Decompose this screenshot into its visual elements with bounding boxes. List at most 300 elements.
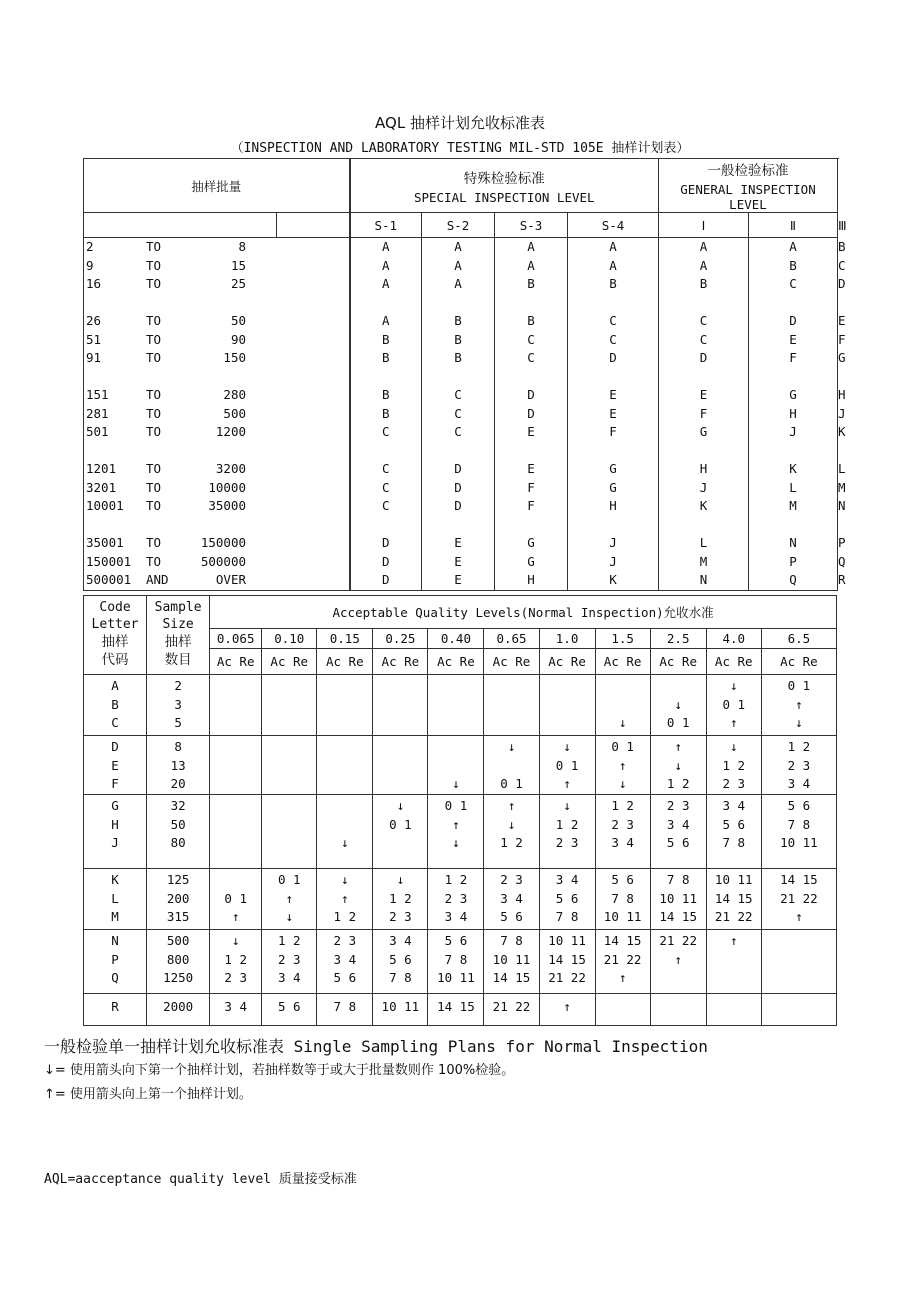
arrow-up-icon: ↑ bbox=[341, 890, 349, 906]
ac-re-value: 5 6 bbox=[722, 816, 746, 832]
code-letter: G bbox=[789, 387, 797, 402]
special-level-en: SPECIAL INSPECTION LEVEL bbox=[413, 189, 595, 205]
code-letter: B bbox=[789, 257, 797, 273]
ac-re-value: 5 6 bbox=[389, 951, 412, 967]
lot-range bbox=[84, 423, 349, 442]
code-letter: D bbox=[454, 461, 462, 476]
ac-re-value: 3 4 bbox=[611, 835, 634, 851]
level-blank-2 bbox=[277, 213, 350, 238]
aql-definition: AQL=aacceptance quality level 质量接受标准 bbox=[44, 1172, 357, 1187]
lot-to: TO bbox=[146, 424, 162, 439]
ac-re-header: Ac Re bbox=[595, 649, 650, 675]
code-letter-cell bbox=[84, 736, 147, 795]
acre-cell bbox=[373, 869, 428, 930]
lot-upto: 15 bbox=[230, 257, 246, 273]
sample-size: 5 bbox=[174, 715, 182, 731]
lot-upto: 90 bbox=[230, 331, 246, 347]
code-letter: C bbox=[527, 331, 535, 347]
arrow-down-icon: ↓ bbox=[452, 776, 460, 792]
code-letter: C bbox=[381, 461, 390, 476]
code-letter-header bbox=[84, 596, 147, 675]
ac-re-value: 14 15 bbox=[548, 951, 586, 967]
code-letter: D bbox=[381, 572, 390, 587]
ac-re-value: 2 3 bbox=[666, 798, 690, 814]
code-letter: M bbox=[789, 498, 797, 513]
lot-from: 500001 bbox=[86, 572, 132, 587]
lot-to: TO bbox=[146, 461, 162, 476]
ac-re-value: 21 22 bbox=[714, 909, 753, 925]
code-letter: C bbox=[454, 387, 462, 402]
aql-value-0.65: 0.65 bbox=[484, 629, 539, 649]
lot-size-header: 抽样批量 bbox=[84, 159, 350, 213]
code-letter: A bbox=[789, 239, 797, 254]
sample-size-cell bbox=[147, 795, 210, 869]
ac-re-value: 21 22 bbox=[603, 951, 642, 967]
acre-cell bbox=[373, 795, 428, 869]
ac-re-value: 3 4 bbox=[500, 890, 523, 906]
ac-re-value: 3 4 bbox=[722, 798, 746, 814]
acre-cell bbox=[539, 930, 595, 994]
sample-size-en2: Size bbox=[162, 617, 194, 632]
acre-cell bbox=[317, 675, 373, 736]
acre-cell bbox=[262, 994, 317, 1026]
acre-cell bbox=[317, 795, 373, 869]
code-letter-en1: Code bbox=[99, 600, 131, 615]
acre-cell bbox=[650, 736, 706, 795]
ac-re-value: 1 2 bbox=[224, 951, 247, 967]
ac-re-value: 1 2 bbox=[444, 872, 468, 888]
acre-cell bbox=[706, 869, 761, 930]
acre-cell bbox=[761, 994, 836, 1026]
lot-range bbox=[84, 497, 349, 516]
arrow-up-icon: ↑ bbox=[729, 933, 738, 949]
code-letter: D bbox=[789, 313, 797, 328]
ac-re-value: 5 6 bbox=[444, 933, 468, 949]
arrow-up-icon: ↑ bbox=[563, 776, 571, 792]
acre-cell bbox=[706, 736, 761, 795]
ac-re-value: 1 2 bbox=[500, 835, 523, 851]
level-3: S-3 bbox=[495, 213, 568, 238]
code-letter: E bbox=[454, 572, 462, 587]
code-letter: G bbox=[527, 535, 535, 550]
general-level-cn: 一般检验标准 bbox=[707, 163, 789, 179]
code-letter: E bbox=[454, 535, 462, 550]
ac-re-value bbox=[596, 696, 650, 715]
lot-from: 10001 bbox=[86, 498, 124, 513]
ac-re-value: 1 2 bbox=[389, 890, 412, 906]
ac-re-header: Ac Re bbox=[761, 649, 836, 675]
lot-range bbox=[84, 349, 349, 368]
code-letter: H bbox=[111, 816, 119, 832]
code-letter: B bbox=[699, 276, 708, 291]
row-gap bbox=[659, 368, 748, 387]
aql-value-0.10: 0.10 bbox=[262, 629, 317, 649]
code-letter: E bbox=[609, 405, 617, 421]
ac-re-value: 2 3 bbox=[500, 872, 523, 888]
arrow-up-icon: ↑ bbox=[618, 970, 627, 986]
code-letter-cell bbox=[84, 994, 147, 1026]
arrow-down-icon: ↓ bbox=[618, 715, 627, 731]
code-letter-cn2: 代码 bbox=[101, 652, 129, 668]
ac-re-value bbox=[317, 797, 372, 816]
ac-re-value: 2 3 bbox=[224, 970, 247, 986]
code-letter: B bbox=[381, 350, 390, 365]
level-column-2 bbox=[422, 238, 495, 591]
table-row bbox=[84, 795, 837, 869]
row-gap bbox=[568, 516, 658, 535]
code-letter-table: 抽样批量 特殊检验标准 SPECIAL INSPECTION LEVEL 一般检验标准 GENERAL INSPECTION LEVEL S-1 S-2 S-3 S-4 Ⅰ Ⅱ Ⅲ 2 TO 8 9 TO 15 16 TO 25 26 TO 50 51 TO 90 91 TO 150 151 TO 280 281 TO 500 501 TO 1200 1201 TO 3200 3201 TO 10000 10001 TO 35000 35001 TO 150000 150001 TO 500000 500001 AND OVER A A A A B B B B C C C C D D D A A A B B B C C C D D D E E E A A B B C C D D E E F F G G H A A B C C D E E F G G H J J K A A B C C D E F G H J K L M N A B C D E F G H J K L M N P Q B C D E F G H J K L M N P Q R bbox=[83, 158, 838, 591]
arrow-down-icon: ↓ bbox=[285, 909, 294, 925]
ac-re-value bbox=[651, 677, 706, 696]
lot-range bbox=[84, 238, 349, 257]
sample-size-cell bbox=[147, 869, 210, 930]
code-letter: C bbox=[527, 350, 535, 365]
lot-from: 51 bbox=[86, 331, 102, 347]
acre-cell bbox=[706, 795, 761, 869]
code-letter: C bbox=[454, 405, 462, 421]
ac-re-value: 21 22 bbox=[548, 970, 586, 986]
ac-re-value: 14 15 bbox=[659, 909, 697, 925]
level-column-1 bbox=[350, 238, 422, 591]
lot-to: TO bbox=[146, 350, 162, 365]
ac-re-value: 5 6 bbox=[277, 999, 301, 1015]
code-letter: G bbox=[699, 424, 708, 439]
ac-re-value: 5 6 bbox=[666, 835, 690, 851]
table-row bbox=[84, 869, 837, 930]
sample-size-header bbox=[147, 596, 210, 675]
table-row bbox=[84, 675, 837, 736]
arrow-up-icon: ↑ bbox=[285, 890, 294, 906]
sample-size-en1: Sample bbox=[154, 600, 202, 615]
acre-cell bbox=[761, 869, 836, 930]
ac-re-header: Ac Re bbox=[317, 649, 373, 675]
code-letter: J bbox=[111, 835, 119, 851]
ac-re-value: 2 3 bbox=[389, 909, 412, 925]
code-letter: C bbox=[111, 715, 119, 731]
aql-value-2.5: 2.5 bbox=[650, 629, 706, 649]
code-letter: B bbox=[381, 387, 390, 402]
sample-size: 8 bbox=[174, 739, 182, 754]
acre-cell bbox=[210, 675, 262, 736]
acre-cell bbox=[761, 930, 836, 994]
ac-re-value: 10 11 bbox=[548, 933, 586, 949]
acre-cell bbox=[650, 795, 706, 869]
code-letter: J bbox=[699, 479, 708, 495]
sample-size: 315 bbox=[166, 909, 190, 925]
lot-to: TO bbox=[146, 498, 162, 513]
lot-upto: 1200 bbox=[215, 424, 246, 439]
ac-re-header: Ac Re bbox=[373, 649, 428, 675]
arrow-down-icon: ↓ bbox=[452, 835, 460, 851]
code-letter: C bbox=[699, 313, 708, 328]
code-letter: H bbox=[789, 405, 797, 421]
code-letter: G bbox=[609, 479, 617, 495]
lot-upto: 500000 bbox=[200, 553, 246, 569]
arrow-up-icon: ↑ bbox=[729, 715, 738, 731]
code-letter: A bbox=[381, 239, 390, 254]
row-gap bbox=[495, 516, 567, 535]
ac-re-value: 7 8 bbox=[333, 999, 357, 1015]
lot-from: 16 bbox=[86, 276, 102, 291]
ac-re-value: 0 1 bbox=[500, 776, 523, 792]
code-letter: C bbox=[381, 479, 390, 495]
table-caption: 一般检验单一抽样计划允收标准表 Single Sampling Plans for Normal Inspection bbox=[44, 1037, 708, 1056]
ac-re-value: 1 2 bbox=[277, 933, 301, 949]
ac-re-value: 14 15 bbox=[780, 872, 818, 888]
acre-cell bbox=[373, 994, 428, 1026]
lot-range bbox=[84, 312, 349, 331]
arrow-up-icon: ↑ bbox=[231, 909, 240, 925]
ac-re-value: 0 1 bbox=[555, 757, 579, 773]
acre-cell bbox=[428, 869, 484, 930]
lot-from: 91 bbox=[86, 350, 102, 365]
code-letter: G bbox=[527, 553, 535, 569]
code-letter: M bbox=[699, 553, 708, 569]
code-letter-en2: Letter bbox=[91, 617, 139, 632]
code-letter: E bbox=[789, 331, 797, 347]
code-letter: L bbox=[111, 890, 119, 906]
ac-re-value: 0 1 bbox=[666, 715, 690, 731]
ac-re-value: 3 4 bbox=[444, 909, 468, 925]
code-letter: D bbox=[527, 387, 535, 402]
code-letter: A bbox=[527, 257, 535, 273]
ac-re-value: 1 2 bbox=[722, 757, 746, 773]
ac-re-value: 10 11 bbox=[659, 890, 697, 906]
arrow-down-icon: ↓ bbox=[674, 696, 682, 712]
acre-cell bbox=[210, 869, 262, 930]
arrow-up-icon: ↑ bbox=[674, 951, 682, 967]
acre-cell bbox=[262, 930, 317, 994]
acre-cell bbox=[484, 994, 539, 1026]
code-letter: E bbox=[609, 387, 617, 402]
acre-cell bbox=[761, 675, 836, 736]
arrow-down-icon: ↓ bbox=[618, 776, 627, 792]
code-letter: J bbox=[609, 553, 617, 569]
code-letter: C bbox=[609, 313, 617, 328]
acre-cell bbox=[373, 930, 428, 994]
acre-cell bbox=[484, 795, 539, 869]
single-sampling-table bbox=[83, 595, 837, 1026]
code-letter: C bbox=[609, 331, 617, 347]
lot-range bbox=[84, 460, 349, 479]
ac-re-value: 1 2 bbox=[555, 816, 579, 832]
code-letter: R bbox=[111, 999, 119, 1015]
level-blank bbox=[84, 213, 277, 238]
lot-to: TO bbox=[146, 276, 162, 291]
ac-re-value: 21 22 bbox=[659, 933, 697, 949]
ac-re-value bbox=[596, 677, 650, 696]
ac-re-value: 10 11 bbox=[437, 970, 475, 986]
acre-cell bbox=[650, 675, 706, 736]
acre-cell bbox=[210, 994, 262, 1026]
code-letter: A bbox=[454, 239, 462, 254]
acre-cell bbox=[761, 736, 836, 795]
aql-value-4.0: 4.0 bbox=[706, 629, 761, 649]
aql-title: Acceptable Quality Levels(Normal Inspection)允收水准 bbox=[210, 596, 837, 629]
row-gap bbox=[422, 368, 494, 387]
lot-from: 1201 bbox=[86, 461, 117, 476]
lot-upto: 35000 bbox=[208, 498, 246, 513]
code-letter: A bbox=[381, 276, 390, 291]
ac-re-value: 14 15 bbox=[437, 999, 475, 1015]
arrow-down-icon: ↓ bbox=[396, 872, 405, 888]
lot-to: TO bbox=[146, 387, 162, 402]
code-letter: F bbox=[527, 498, 535, 513]
sample-size-cell bbox=[147, 736, 210, 795]
code-letter: F bbox=[111, 776, 119, 792]
ac-re-value: 21 22 bbox=[780, 890, 818, 906]
ac-re-value: 5 6 bbox=[611, 872, 634, 888]
code-letter: Q bbox=[789, 572, 797, 587]
row-gap bbox=[495, 368, 567, 387]
lot-to: TO bbox=[146, 331, 162, 347]
aql-value-0.25: 0.25 bbox=[373, 629, 428, 649]
arrow-down-icon: ↓ bbox=[563, 739, 571, 754]
row-gap bbox=[351, 368, 422, 387]
acre-cell bbox=[595, 994, 650, 1026]
lot-from: 150001 bbox=[86, 553, 132, 569]
lot-range bbox=[84, 405, 349, 424]
lot-upto: 280 bbox=[223, 387, 246, 402]
ac-re-value: 1 2 bbox=[611, 798, 634, 814]
acre-cell bbox=[650, 994, 706, 1026]
row-gap bbox=[568, 294, 658, 313]
code-letter: N bbox=[699, 572, 708, 587]
code-letter: M bbox=[111, 909, 119, 925]
level-column-5 bbox=[659, 238, 749, 591]
lot-to: TO bbox=[146, 313, 162, 328]
ac-re-value: 2 3 bbox=[444, 890, 468, 906]
lot-from: 26 bbox=[86, 313, 102, 328]
code-letter: A bbox=[454, 257, 462, 273]
row-gap bbox=[495, 294, 567, 313]
ac-re-value: 7 8 bbox=[787, 816, 811, 832]
ac-re-value: 5 6 bbox=[555, 890, 579, 906]
acre-cell bbox=[539, 795, 595, 869]
ac-re-value: 2 3 bbox=[555, 835, 579, 851]
ac-re-header: Ac Re bbox=[650, 649, 706, 675]
table-row bbox=[84, 930, 837, 994]
lot-range bbox=[84, 331, 349, 350]
level-2: S-2 bbox=[422, 213, 495, 238]
lot-upto: OVER bbox=[215, 572, 246, 587]
code-letter: E bbox=[527, 461, 535, 476]
lot-range bbox=[84, 571, 349, 590]
code-letter: K bbox=[699, 498, 708, 513]
lot-upto: 10000 bbox=[208, 479, 246, 495]
code-letter: G bbox=[111, 798, 119, 814]
ac-re-value: 10 11 bbox=[780, 835, 818, 851]
ac-re-value bbox=[707, 951, 761, 970]
code-letter: H bbox=[699, 461, 708, 476]
acre-cell bbox=[428, 675, 484, 736]
acre-cell bbox=[706, 994, 761, 1026]
code-letter: L bbox=[699, 535, 708, 550]
level-4: S-4 bbox=[568, 213, 659, 238]
code-letter: Q bbox=[111, 970, 119, 986]
arrow-down-icon: ↓ bbox=[231, 933, 240, 949]
row-gap bbox=[351, 294, 422, 313]
acre-cell bbox=[210, 795, 262, 869]
acre-cell bbox=[428, 795, 484, 869]
code-letter: L bbox=[789, 479, 797, 495]
arrow-down-icon: ↓ bbox=[563, 798, 571, 814]
code-letter: C bbox=[789, 276, 797, 291]
ac-re-value: 2 3 bbox=[722, 776, 746, 792]
ac-re-value: 0 1 bbox=[611, 739, 634, 754]
lot-from: 281 bbox=[86, 405, 109, 421]
code-letter-cell bbox=[84, 930, 147, 994]
aql-value-1.5: 1.5 bbox=[595, 629, 650, 649]
acre-cell bbox=[650, 930, 706, 994]
arrow-down-icon: ↓ bbox=[729, 739, 738, 754]
ac-re-value: 7 8 bbox=[389, 970, 412, 986]
lot-upto: 25 bbox=[230, 276, 246, 291]
ac-re-value: 0 1 bbox=[787, 678, 811, 693]
acre-cell bbox=[484, 675, 539, 736]
acre-cell bbox=[262, 736, 317, 795]
arrow-down-icon: ↓ bbox=[507, 816, 516, 832]
arrow-up-icon: ↑ bbox=[452, 816, 460, 832]
code-letter: H bbox=[609, 498, 617, 513]
ac-re-value: 1 2 bbox=[333, 909, 357, 925]
code-letter: A bbox=[609, 257, 617, 273]
code-letter: B bbox=[527, 313, 535, 328]
ac-re-value: 3 4 bbox=[277, 970, 301, 986]
sample-size-cell bbox=[147, 930, 210, 994]
sample-size: 32 bbox=[170, 798, 186, 814]
row-gap bbox=[351, 442, 422, 461]
code-letter: D bbox=[454, 498, 462, 513]
acre-cell bbox=[595, 736, 650, 795]
lot-size-column bbox=[84, 238, 350, 591]
code-letter: C bbox=[381, 424, 390, 439]
code-letter: F bbox=[699, 405, 708, 421]
code-letter: E bbox=[454, 553, 462, 569]
ac-re-value: 0 1 bbox=[224, 890, 247, 906]
sample-size: 20 bbox=[170, 776, 186, 792]
code-letter: K bbox=[609, 572, 617, 587]
ac-re-value: 7 8 bbox=[500, 933, 523, 949]
lot-range bbox=[84, 553, 349, 572]
ac-re-value: 14 15 bbox=[603, 933, 642, 949]
acre-cell bbox=[484, 869, 539, 930]
row-gap bbox=[84, 294, 349, 313]
ac-re-value: 3 4 bbox=[666, 816, 690, 832]
code-letter: P bbox=[111, 951, 119, 967]
arrow-up-icon: ↑ bbox=[795, 909, 803, 925]
level-5: Ⅰ bbox=[659, 213, 749, 238]
ac-re-value: 10 11 bbox=[603, 909, 642, 925]
ac-re-header: Ac Re bbox=[210, 649, 262, 675]
sample-size: 80 bbox=[170, 835, 186, 851]
note-arrow-down: ↓= 使用箭头向下第一个抽样计划，若抽样数等于或大于批量数则作 100%检验。 bbox=[44, 1063, 515, 1078]
lot-from: 2 bbox=[86, 239, 94, 254]
ac-re-value: 3 4 bbox=[787, 776, 811, 792]
lot-from: 35001 bbox=[86, 535, 124, 550]
code-letter: B bbox=[609, 276, 617, 291]
ac-re-value: 10 11 bbox=[714, 872, 753, 888]
ac-re-value: 3 4 bbox=[333, 951, 357, 967]
page-subtitle: （INSPECTION AND LABORATORY TESTING MIL-STD 105E 抽样计划表） bbox=[230, 141, 690, 156]
ac-re-value: 3 4 bbox=[555, 872, 579, 888]
ac-re-value: 3 4 bbox=[224, 999, 247, 1015]
arrow-up-icon: ↑ bbox=[618, 757, 627, 773]
lot-upto: 50 bbox=[230, 313, 246, 328]
ac-re-value: 2 3 bbox=[333, 933, 357, 949]
ac-re-value: 7 8 bbox=[722, 835, 746, 851]
row-gap bbox=[422, 294, 494, 313]
